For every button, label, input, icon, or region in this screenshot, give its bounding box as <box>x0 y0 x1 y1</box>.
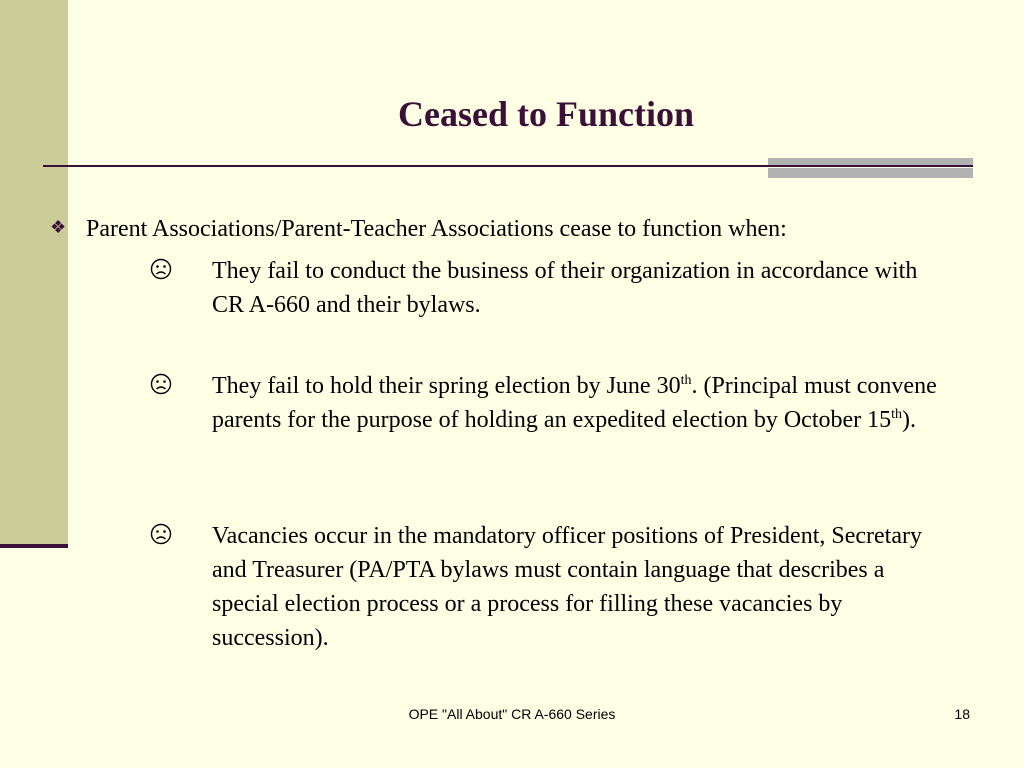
frowning-face-icon <box>150 373 172 395</box>
frowning-face-icon <box>150 258 172 280</box>
sub-bullet-2-part1: They fail to hold their spring election by June 30 <box>212 373 681 399</box>
lead-bullet-text: Parent Associations/Parent-Teacher Associations cease to function when: <box>86 216 787 242</box>
frowning-face-icon <box>150 523 172 545</box>
sub-bullet-3-text: Vacancies occur in the mandatory officer positions of President, Secretary and Treasurer (PA/PTA bylaws must contain language that describes a special election process or a process for filling these vacancies by succession). <box>212 523 922 651</box>
sub-bullet-2-text <box>212 369 952 437</box>
left-sidebar-band <box>0 0 68 544</box>
slide-number: 18 <box>954 706 970 722</box>
sub-bullet-2-part2: . (Principal must convene parents for the purpose of holding an expedited election by October 15 <box>212 373 937 433</box>
slide-title: Ceased to Function <box>398 94 694 134</box>
sub-bullet-2-part3: ). <box>902 407 917 433</box>
accent-bar <box>768 158 973 178</box>
sub-bullet-1-text: They fail to conduct the business of their organization in accordance with CR A-660 and their bylaws. <box>212 258 918 318</box>
ordinal-suffix: th <box>891 407 903 422</box>
footer-caption: OPE "All About" CR A-660 Series <box>408 706 616 722</box>
left-sidebar-foot-rule <box>0 544 68 548</box>
diamond-cluster-icon: ❖ <box>50 217 67 237</box>
ordinal-suffix: th <box>680 373 692 388</box>
